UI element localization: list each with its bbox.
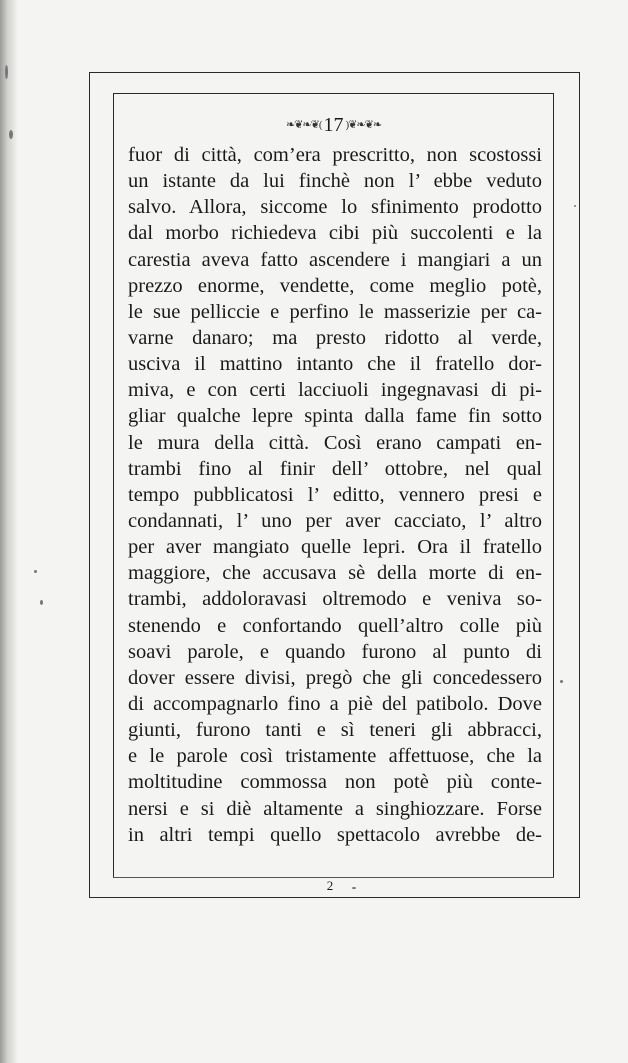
text-line: per aver mangiato quelle lepri. Ora il fratello <box>128 536 542 559</box>
text-line: salvo. Allora, siccome lo sfinimento prodotto <box>128 196 542 219</box>
text-line: dal morbo richiedeva cibi più succolenti e la <box>128 222 542 245</box>
text-line: carestia aveva fatto ascendere i mangiari a un <box>128 248 542 271</box>
text-line: in altri tempi quello spettacolo avrebbe de- <box>128 823 542 846</box>
text-line: varne danaro; ma presto ridotto al verde, <box>128 326 542 349</box>
scan-speck <box>34 570 37 573</box>
page-number: 17 <box>323 114 344 136</box>
text-line: usciva il mattino intanto che il fratello dor- <box>128 353 542 376</box>
scan-speck <box>352 887 356 889</box>
bottom-rule <box>89 897 580 898</box>
text-line: tempo pubblicatosi l’ editto, vennero presi e <box>128 483 542 506</box>
text-line: di accompagnarlo fino a piè del patibolo. Dove <box>128 692 542 715</box>
text-line: trambi, addoloravasi oltremodo e veniva so- <box>128 588 542 611</box>
ornament-right: )❦❧❦❧ <box>345 119 382 131</box>
text-line: condannati, l’ uno per aver cacciato, l’ altro <box>128 509 542 532</box>
text-line: soavi parole, e quando furono al punto di <box>128 640 542 663</box>
scan-speck <box>9 130 13 139</box>
scan-speck <box>5 65 8 79</box>
text-line: gliar qualche lepre spinta dalla fame fin sotto <box>128 405 542 428</box>
page-header <box>113 113 554 137</box>
text-line: trambi fino al finir dell’ ottobre, nel qual <box>128 457 542 480</box>
text-line: nersi e si diè altamente a singhiozzare. Forse <box>128 797 542 820</box>
text-line: stenendo e confortando quell’altro colle più <box>128 614 542 637</box>
text-line: giunti, furono tanti e sì teneri gli abbracci, <box>128 719 542 742</box>
ornament-left: ❧❦❧❦( <box>285 119 322 131</box>
body-text <box>128 142 542 848</box>
text-line: e le parole così tristamente affettuose, che la <box>128 745 542 768</box>
signature-mark: 2 <box>326 878 334 893</box>
text-line: le sue pelliccie e perfino le masserizie per ca- <box>128 300 542 323</box>
text-line: dover essere divisi, pregò che gli concedessero <box>128 666 542 689</box>
text-line: prezzo enorme, vendette, come meglio potè, <box>128 274 542 297</box>
binding-shadow <box>0 0 18 1063</box>
text-line: miva, e con certi lacciuoli ingegnavasi di pi- <box>128 379 542 402</box>
scan-speck <box>560 680 563 683</box>
text-line: maggiore, che accusava sè della morte di en- <box>128 562 542 585</box>
text-line: fuor di città, com’era prescritto, non scostossi <box>128 144 542 166</box>
scan-speck <box>574 205 576 207</box>
text-line: moltitudine commossa non potè più conte- <box>128 771 542 794</box>
scan-speck <box>40 600 43 605</box>
text-line: un istante da lui finchè non l’ ebbe veduto <box>128 170 542 193</box>
text-line: le mura della città. Così erano campati en- <box>128 431 542 454</box>
